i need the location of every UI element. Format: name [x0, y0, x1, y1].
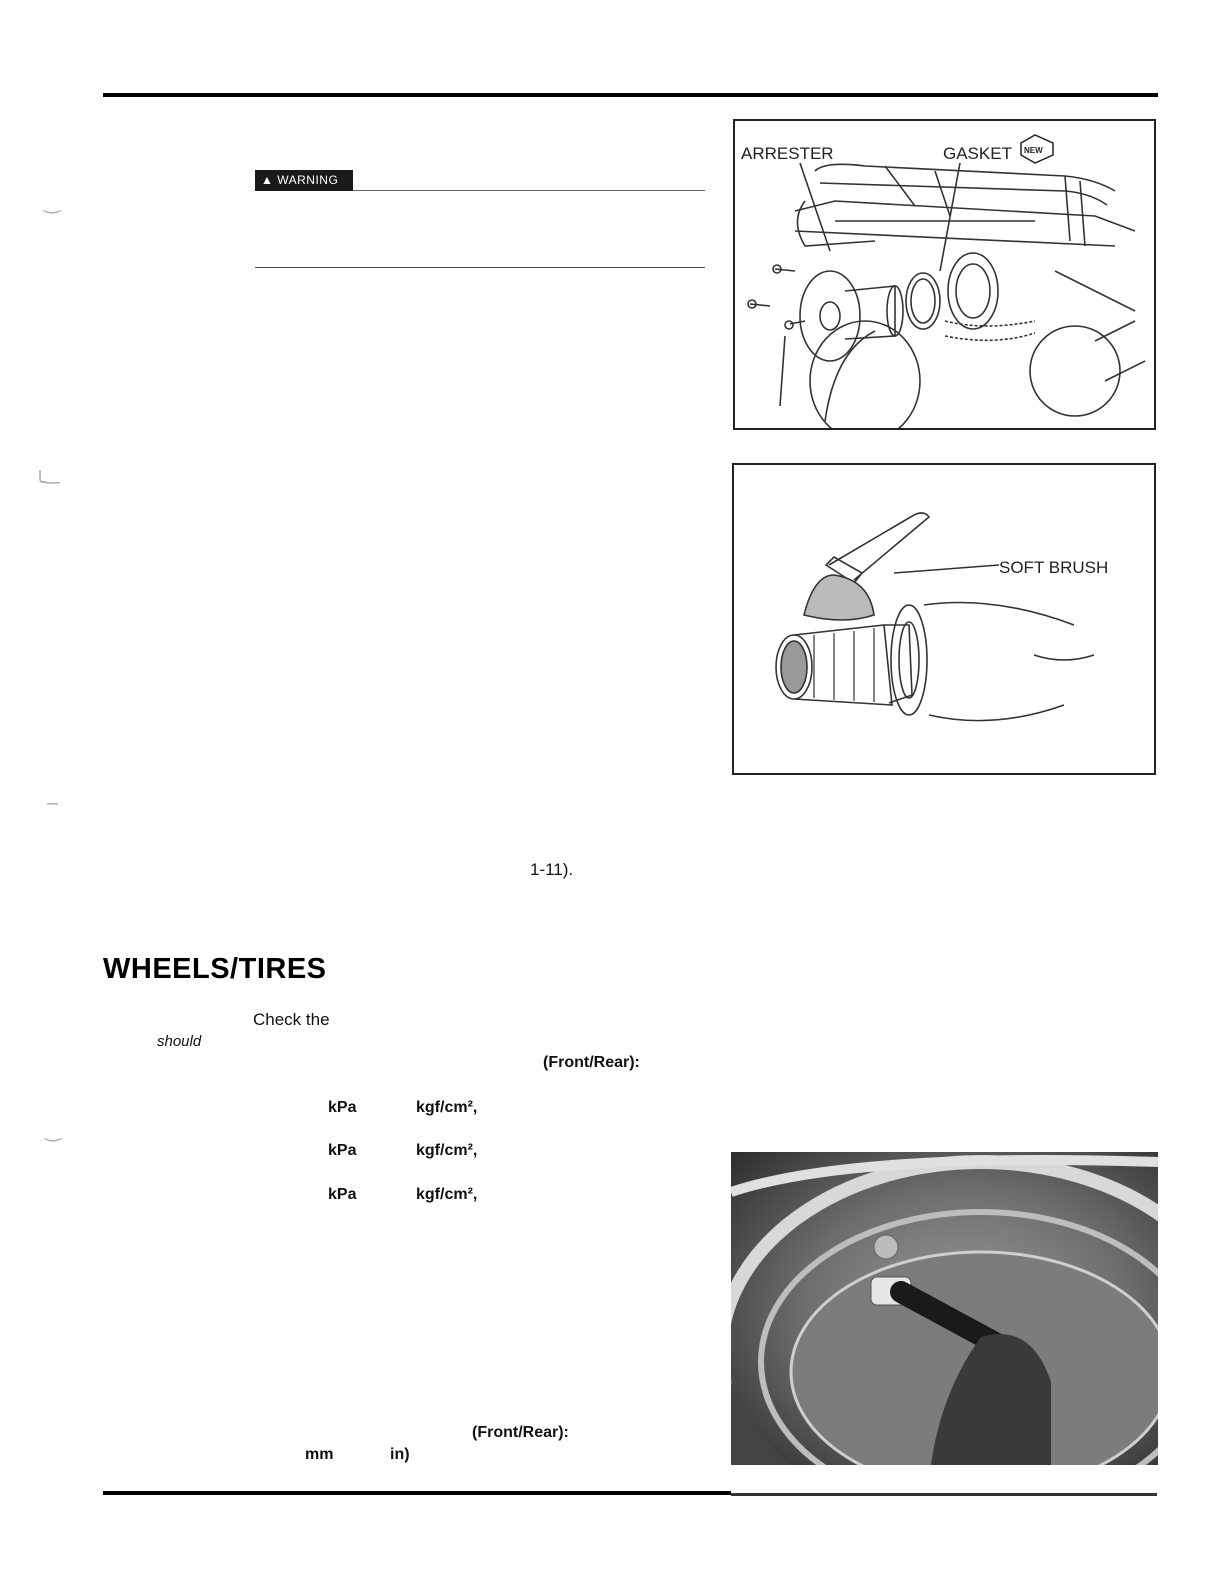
pressure-unit-kpa: kPa [328, 1142, 357, 1159]
bottom-rule-right [731, 1493, 1157, 1496]
should-text: should [157, 1033, 202, 1050]
pressure-unit-kpa: kPa [328, 1186, 357, 1203]
new-part-icon [1021, 135, 1053, 163]
pressure-unit-kgf: kgf/cm², [416, 1099, 478, 1116]
soft-brush-illustration [734, 465, 1154, 773]
label-gasket: GASKET [943, 144, 1012, 163]
figure-soft-brush [732, 463, 1156, 775]
spark-arrester-illustration [735, 121, 1154, 428]
tire-gauge-image [731, 1152, 1158, 1465]
new-tag: NEW [1024, 146, 1043, 155]
binding-mark: ‿ [44, 192, 61, 214]
check-text: Check the [253, 1010, 330, 1029]
bottom-rule [103, 1491, 731, 1495]
warning-triangle-icon: ▲ [261, 173, 274, 187]
unit-in: in) [390, 1446, 410, 1463]
warning-bottom-rule [255, 267, 705, 268]
unit-mm: mm [305, 1446, 334, 1463]
figure-spark-arrester [733, 119, 1156, 430]
binding-mark: ‿ [45, 1120, 62, 1142]
warning-top-rule [353, 190, 705, 191]
section-title: WHEELS/TIRES [103, 953, 327, 985]
label-arrester: ARRESTER [741, 144, 834, 163]
pressure-unit-kgf: kgf/cm², [416, 1186, 478, 1203]
front-rear-label-1: (Front/Rear): [543, 1054, 640, 1071]
warning-badge [255, 170, 353, 191]
binding-mark: – [47, 792, 59, 814]
tire-gauge-photo [731, 1152, 1158, 1465]
top-rule [103, 93, 1158, 97]
front-rear-label-2: (Front/Rear): [472, 1424, 569, 1441]
warning-label: WARNING [277, 173, 339, 187]
page-reference: 1-11). [530, 860, 574, 879]
binding-mark: ╰─ [34, 472, 61, 494]
label-soft-brush: SOFT BRUSH [999, 558, 1109, 577]
pressure-unit-kgf: kgf/cm², [416, 1142, 478, 1159]
pressure-unit-kpa: kPa [328, 1099, 357, 1116]
